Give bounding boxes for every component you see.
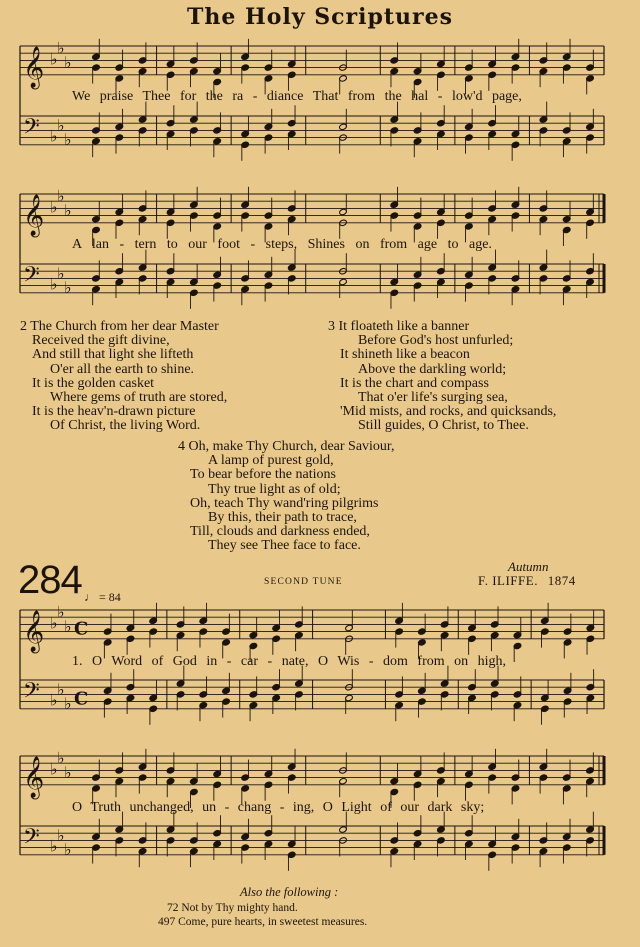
verse-2-line: Received the gift divine,	[32, 333, 170, 349]
verse-2-line: O'er all the earth to shine.	[50, 361, 195, 377]
flat-icon: ♭	[50, 126, 58, 146]
treble-clef-icon: 𝄞	[23, 194, 45, 236]
verse-3-line: 3 It floateth like a banner	[328, 319, 470, 334]
verse-2-line: It is the heav'n-drawn picture	[32, 404, 196, 420]
treble-clef-icon: 𝄞	[23, 756, 45, 798]
lyrics-line-1: We praise Thee for the ra - diance That from the hal - low'd page,	[72, 89, 522, 104]
tempo-marking: ♩ = 84	[84, 590, 121, 604]
verse-4-line: Thy true light as of old;	[208, 481, 341, 497]
tune-name: Autumn	[508, 559, 549, 574]
verse-3-line: Above the darkling world;	[358, 361, 507, 377]
flat-icon: ♭	[64, 840, 72, 860]
flat-icon: ♭	[50, 49, 58, 69]
flat-icon: ♭	[57, 263, 65, 283]
flat-icon: ♭	[57, 186, 65, 206]
lyrics-line-2: A lan - tern to our foot - steps, Shines on from age to age.	[72, 237, 492, 252]
flat-icon: ♭	[57, 825, 65, 845]
bass-clef-icon: 𝄢	[23, 678, 40, 709]
verse-3-line: It shineth like a beacon	[340, 347, 470, 363]
flat-icon: ♭	[50, 836, 58, 856]
flat-icon: ♭	[64, 130, 72, 150]
verse-2-line: Of Christ, the living Word.	[50, 418, 201, 434]
composer	[478, 573, 576, 589]
also-following-item: 72 Not by Thy mighty hand.	[167, 902, 298, 914]
bass-clef-icon: 𝄢	[23, 262, 40, 293]
verse-2-line: It is the golden casket	[32, 375, 155, 391]
verse-3-line: 'Mid mists, and rocks, and quicksands,	[340, 404, 557, 420]
verse-4-line: A lamp of purest gold,	[208, 453, 334, 469]
treble-clef-icon: 𝄞	[23, 610, 45, 652]
flat-icon: ♭	[64, 53, 72, 72]
second-tune-label: SECOND TUNE	[264, 577, 343, 587]
also-following-heading: Also the following :	[240, 885, 339, 899]
flat-icon: ♭	[64, 763, 72, 782]
verse-3	[328, 320, 556, 434]
flat-icon: ♭	[57, 602, 65, 622]
composer-year: 1874	[547, 573, 576, 588]
verse-4-line: 4 Oh, make Thy Church, dear Saviour,	[178, 439, 395, 454]
flat-icon: ♭	[57, 748, 65, 768]
flat-icon: ♭	[64, 694, 72, 714]
flat-icon: ♭	[57, 38, 65, 58]
verse-4-line: By this, their path to trace,	[208, 510, 357, 526]
also-following-item: 497 Come, pure hearts, in sweetest measures.	[158, 916, 368, 928]
flat-icon: ♭	[57, 115, 65, 135]
common-time-icon: C	[74, 688, 89, 710]
bass-clef-icon: 𝄢	[23, 824, 40, 855]
verse-4-line: Oh, teach Thy wand'ring pilgrims	[190, 495, 379, 511]
treble-clef-icon: 𝄞	[23, 46, 45, 88]
lyrics-line-3: 1. O Word of God in - car - nate, O Wis - dom from on high,	[72, 654, 507, 669]
verse-3-line: Still guides, O Christ, to Thee.	[358, 418, 529, 434]
verse-2	[20, 320, 227, 434]
flat-icon: ♭	[50, 690, 58, 710]
flat-icon: ♭	[50, 197, 58, 217]
bass-clef-icon: 𝄢	[23, 114, 40, 145]
flat-icon: ♭	[64, 278, 72, 298]
page-title: The Holy Scriptures	[186, 4, 454, 30]
verse-3-line: That o'er life's surging sea,	[358, 390, 508, 406]
verse-4-line: Till, clouds and darkness ended,	[190, 524, 370, 540]
composer-name: F. ILIFFE.	[478, 573, 538, 588]
flat-icon: ♭	[64, 617, 72, 636]
flat-icon: ♭	[50, 613, 58, 633]
verse-3-line: Before God's host unfurled;	[358, 333, 514, 349]
verse-4-line: They see Thee face to face.	[208, 538, 361, 554]
verse-2-line: And still that light she lifteth	[32, 347, 194, 363]
flat-icon: ♭	[50, 759, 58, 779]
flat-icon: ♭	[64, 201, 72, 220]
verse-3-line: It is the chart and compass	[340, 375, 489, 391]
flat-icon: ♭	[57, 679, 65, 699]
verse-4-line: To bear before the nations	[190, 467, 336, 483]
lyrics-line-4: O Truth unchanged, un - chang - ing, O Light of our dark sky;	[72, 800, 485, 815]
verse-2-line: 2 The Church from her dear Master	[20, 319, 219, 334]
flat-icon: ♭	[50, 274, 58, 294]
verse-2-line: Where gems of truth are stored,	[50, 390, 228, 406]
verse-4	[178, 440, 395, 554]
common-time-icon: C	[74, 618, 89, 640]
hymn-number: 284	[18, 558, 82, 602]
